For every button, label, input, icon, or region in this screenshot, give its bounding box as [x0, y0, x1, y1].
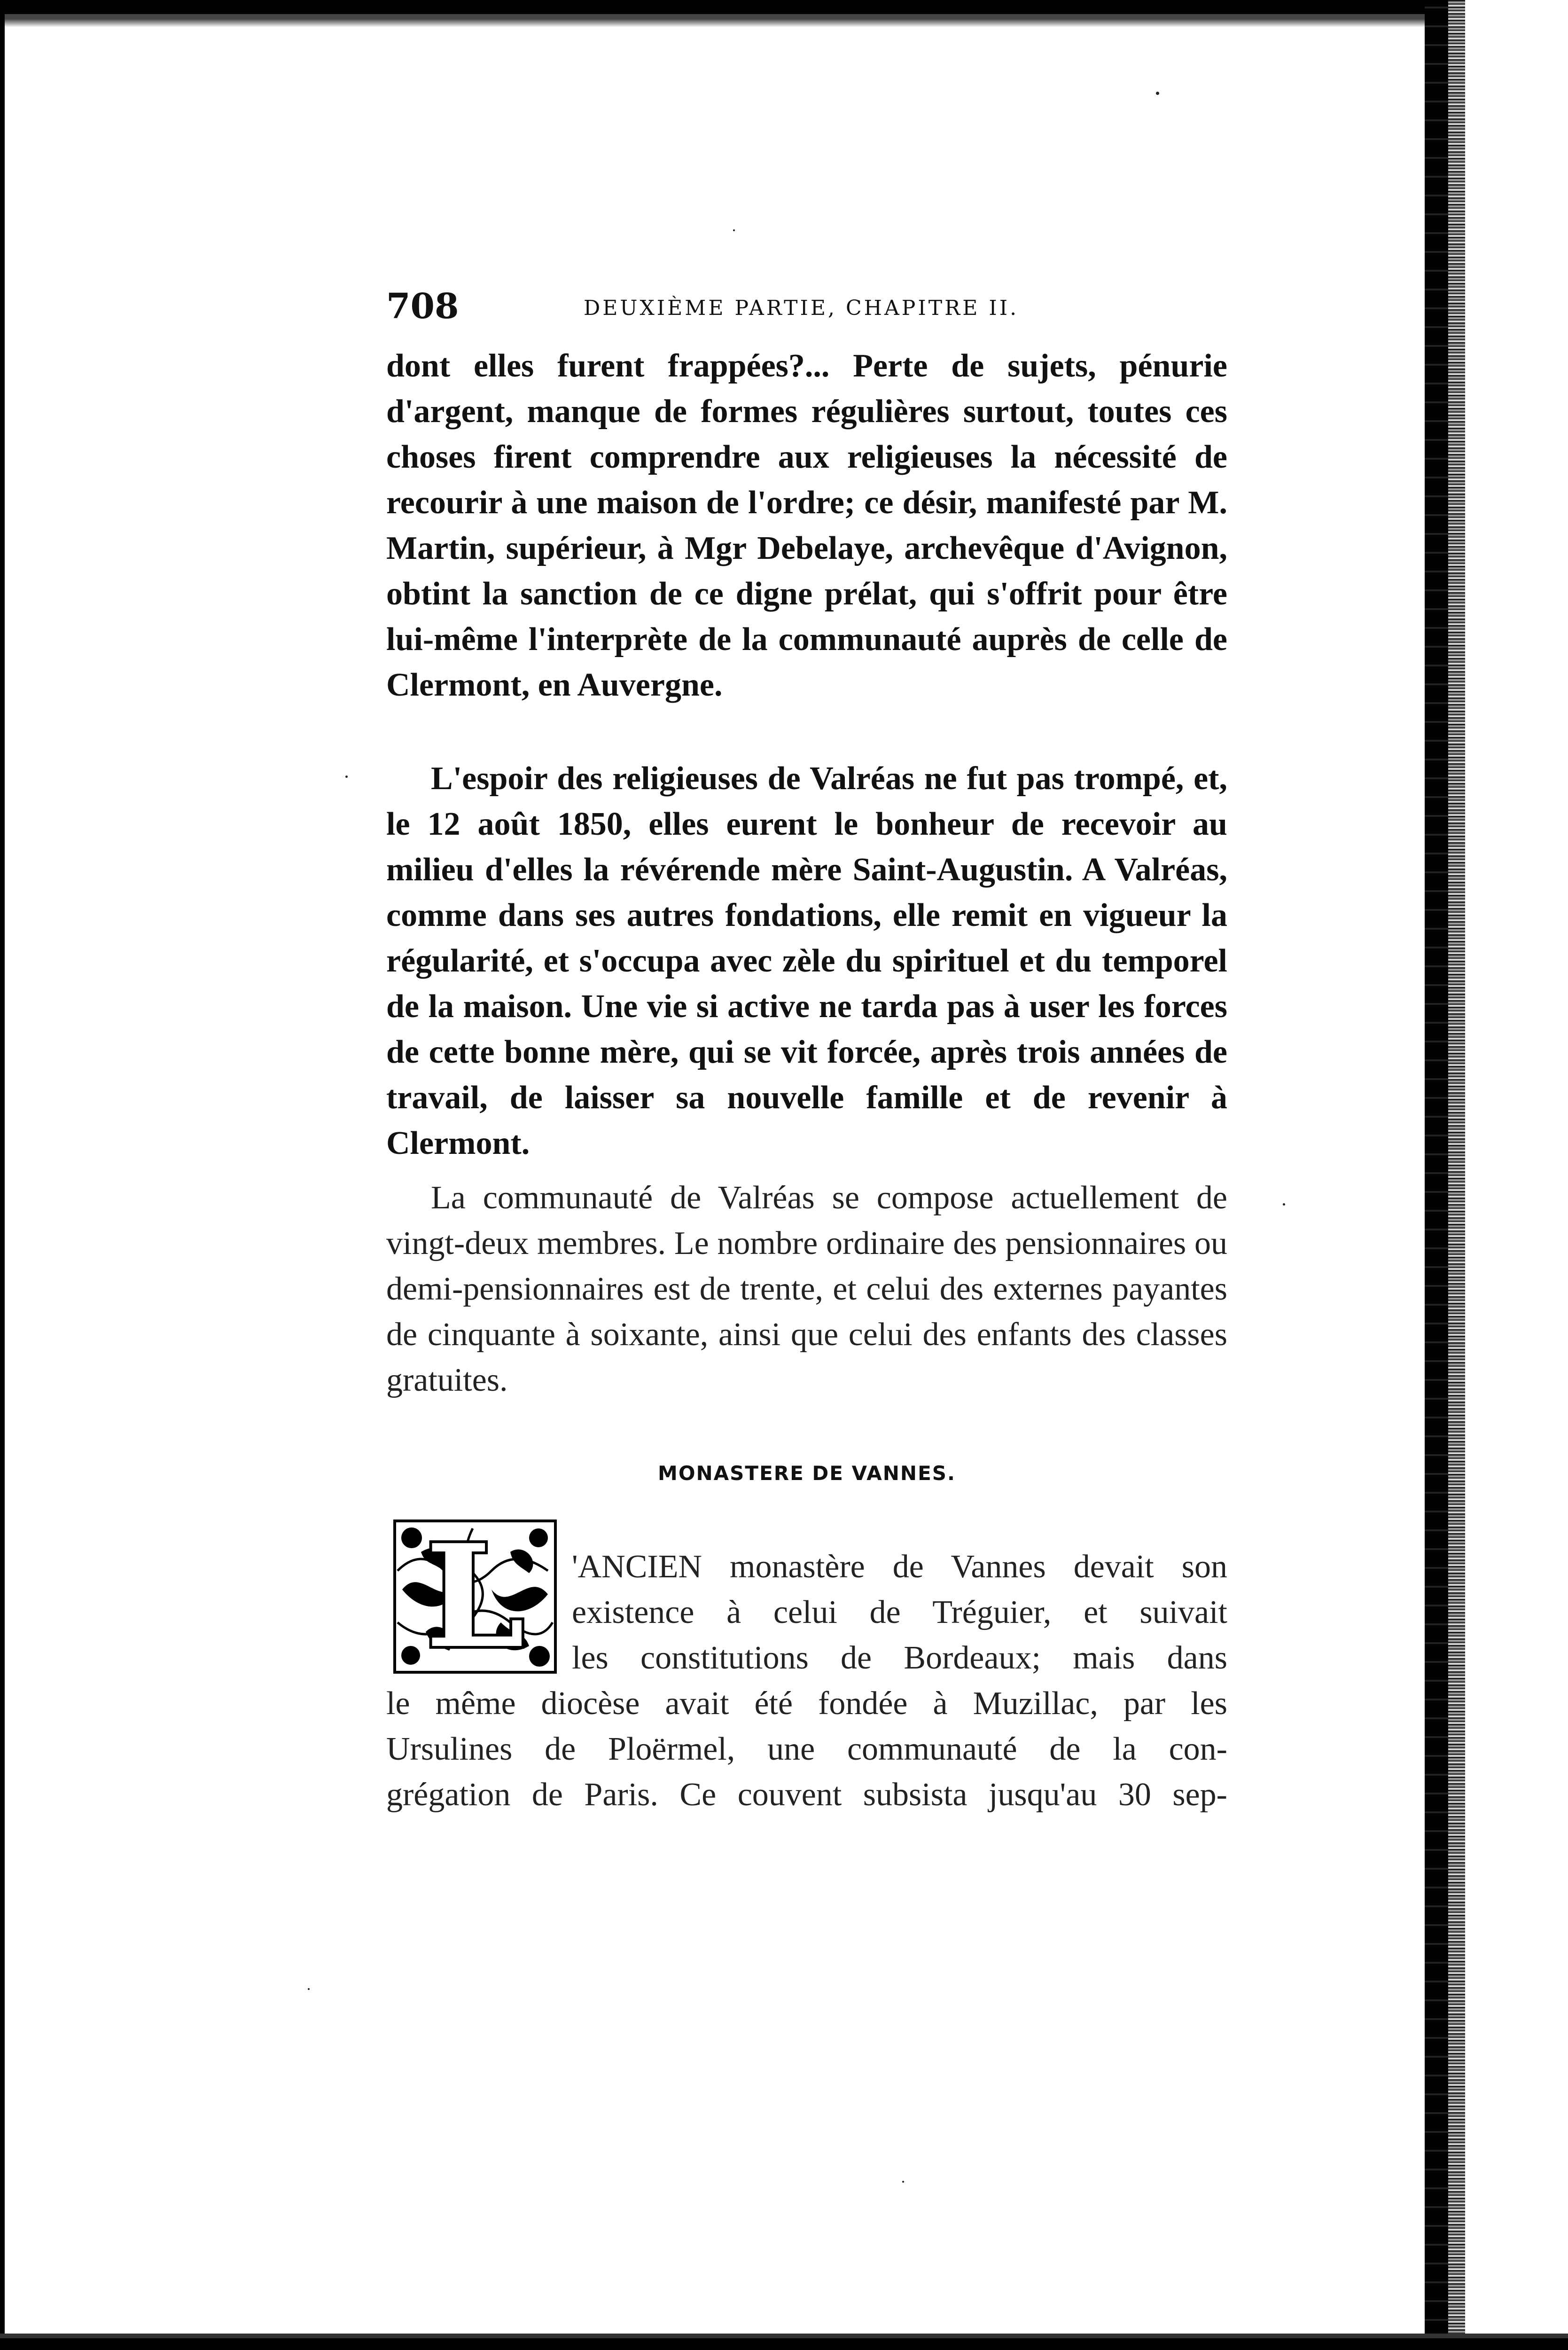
section-line: grégation de Paris. Ce couvent subsista jusqu'au 30 sep-	[386, 1777, 1227, 1813]
scan-speck	[902, 2181, 904, 2183]
scan-left-border	[0, 0, 5, 2350]
scan-right-page-edges	[1448, 0, 1465, 2350]
scan-speck	[733, 229, 735, 231]
section-heading: MONASTERE DE VANNES.	[658, 1462, 956, 1485]
section-paragraph	[386, 1544, 1227, 1817]
page-header	[386, 283, 1227, 330]
section-line: le même diocèse avait été fondée à Muzillac, par les	[386, 1685, 1227, 1722]
scan-speck	[308, 1988, 310, 1990]
drop-cap-letter: L	[425, 1519, 525, 1674]
paragraph-2: L'espoir des religieuses de Valréas ne fut pas trompé, et, le 12 août 1850, elles eurent le bonheur de recevoir au milieu d'elles la révérende mère Saint-Augustin. A Valréas, comme dans ses autres fondations, elle remit en vigueur la régularité, et s'occupa avec zèle du spirituel et du temporel de la maison. Une vie si active ne tarda pas à user les forces de cette bonne mère, qui se vit forcée, après trois années de travail, de laisser sa nouvelle famille et de revenir à Clermont.	[386, 760, 1227, 1161]
scan-right-binding-shadow	[1425, 0, 1448, 2350]
scan-speck	[345, 776, 348, 778]
paragraph-1: dont elles furent frappées?... Perte de sujets, pénurie d'argent, manque de formes régulières surtout, toutes ces choses firent comprendre aux religieuses la nécessité de recourir à une maison de l'ordre; ce désir, manifesté par M. Martin, supérieur, à Mgr Debelaye, archevêque d'Avignon, obtint la sanction de ce digne prélat, qui s'offrit pour être lui-même l'interprète de la communauté auprès de celle de Clermont, en Auvergne.	[386, 348, 1227, 703]
scan-speck	[1156, 92, 1159, 95]
paragraph-3: La communauté de Valréas se compose actuellement de vingt-deux membres. Le nombre ordinaire des pensionnaires ou demi-pensionnaires est de trente, et celui des externes payantes de cinquante à soixante, ainsi que celui des enfants des classes gratuites.	[386, 1180, 1227, 1398]
scan-bottom-border	[0, 2301, 1568, 2350]
scan-top-border	[0, 0, 1568, 27]
scan-right-margin	[1465, 0, 1568, 2350]
page-number: 708	[386, 286, 459, 327]
section-line: Ursulines de Ploërmel, une communauté de la con-	[386, 1731, 1227, 1767]
section-line: 'ANCIEN monastère de Vannes devait son	[572, 1549, 1227, 1585]
scan-speck	[1283, 1203, 1285, 1206]
running-head: DEUXIÈME PARTIE, CHAPITRE II.	[584, 296, 1019, 320]
section-line: les constitutions de Bordeaux; mais dans	[572, 1640, 1227, 1676]
section-line: existence à celui de Tréguier, et suivait	[572, 1594, 1227, 1630]
